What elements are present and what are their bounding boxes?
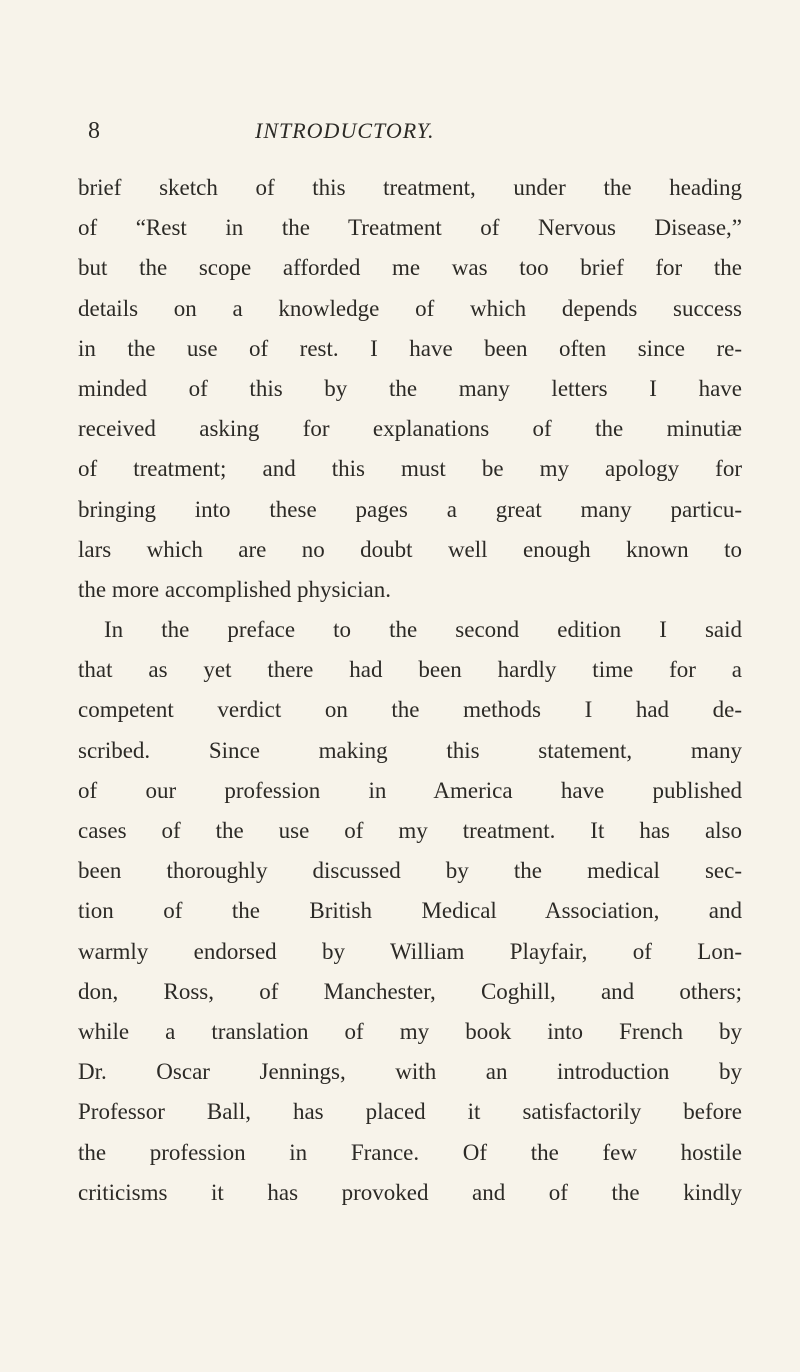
text-line: minded of this by the many letters I have: [78, 375, 742, 401]
text-line: while a translation of my book into French by: [78, 1018, 742, 1044]
text-line: Professor Ball, has placed it satisfactorily before: [78, 1099, 742, 1125]
text-line: the profession in France. Of the few hostile: [78, 1139, 742, 1165]
text-line: of “Rest in the Treatment of Nervous Disease,”: [78, 215, 742, 241]
text-line: Dr. Oscar Jennings, with an introduction by: [78, 1059, 742, 1085]
page-header: [80, 118, 740, 158]
text-line: bringing into these pages a great many particu-: [78, 496, 742, 522]
text-line: warmly endorsed by William Playfair, of Lon-: [78, 938, 742, 964]
text-line: In the preface to the second edition I said: [104, 617, 742, 643]
page-number: 8: [88, 118, 100, 144]
text-line: in the use of rest. I have been often since re-: [78, 335, 742, 361]
body-text: [78, 168, 742, 1213]
text-line: but the scope afforded me was too brief for the: [78, 255, 742, 281]
text-line: criticisms it has provoked and of the kindly: [78, 1179, 742, 1205]
text-line: competent verdict on the methods I had de-: [78, 697, 742, 723]
text-line: received asking for explanations of the minutiæ: [78, 416, 742, 442]
text-line: been thoroughly discussed by the medical sec-: [78, 858, 742, 884]
text-line: of treatment; and this must be my apology for: [78, 456, 742, 482]
text-line: brief sketch of this treatment, under the heading: [78, 175, 742, 200]
text-line: that as yet there had been hardly time for a: [78, 657, 742, 683]
running-title: INTRODUCTORY.: [255, 118, 435, 143]
text-line: of our profession in America have published: [78, 777, 742, 803]
text-line: lars which are no doubt well enough known to: [78, 536, 742, 562]
text-line: details on a knowledge of which depends success: [78, 295, 742, 321]
text-line: don, Ross, of Manchester, Coghill, and others;: [78, 978, 742, 1004]
text-line: scribed. Since making this statement, many: [78, 737, 742, 763]
text-line: cases of the use of my treatment. It has also: [78, 818, 742, 843]
text-line: the more accomplished physician.: [78, 576, 391, 602]
text-line: tion of the British Medical Association, and: [78, 898, 742, 924]
